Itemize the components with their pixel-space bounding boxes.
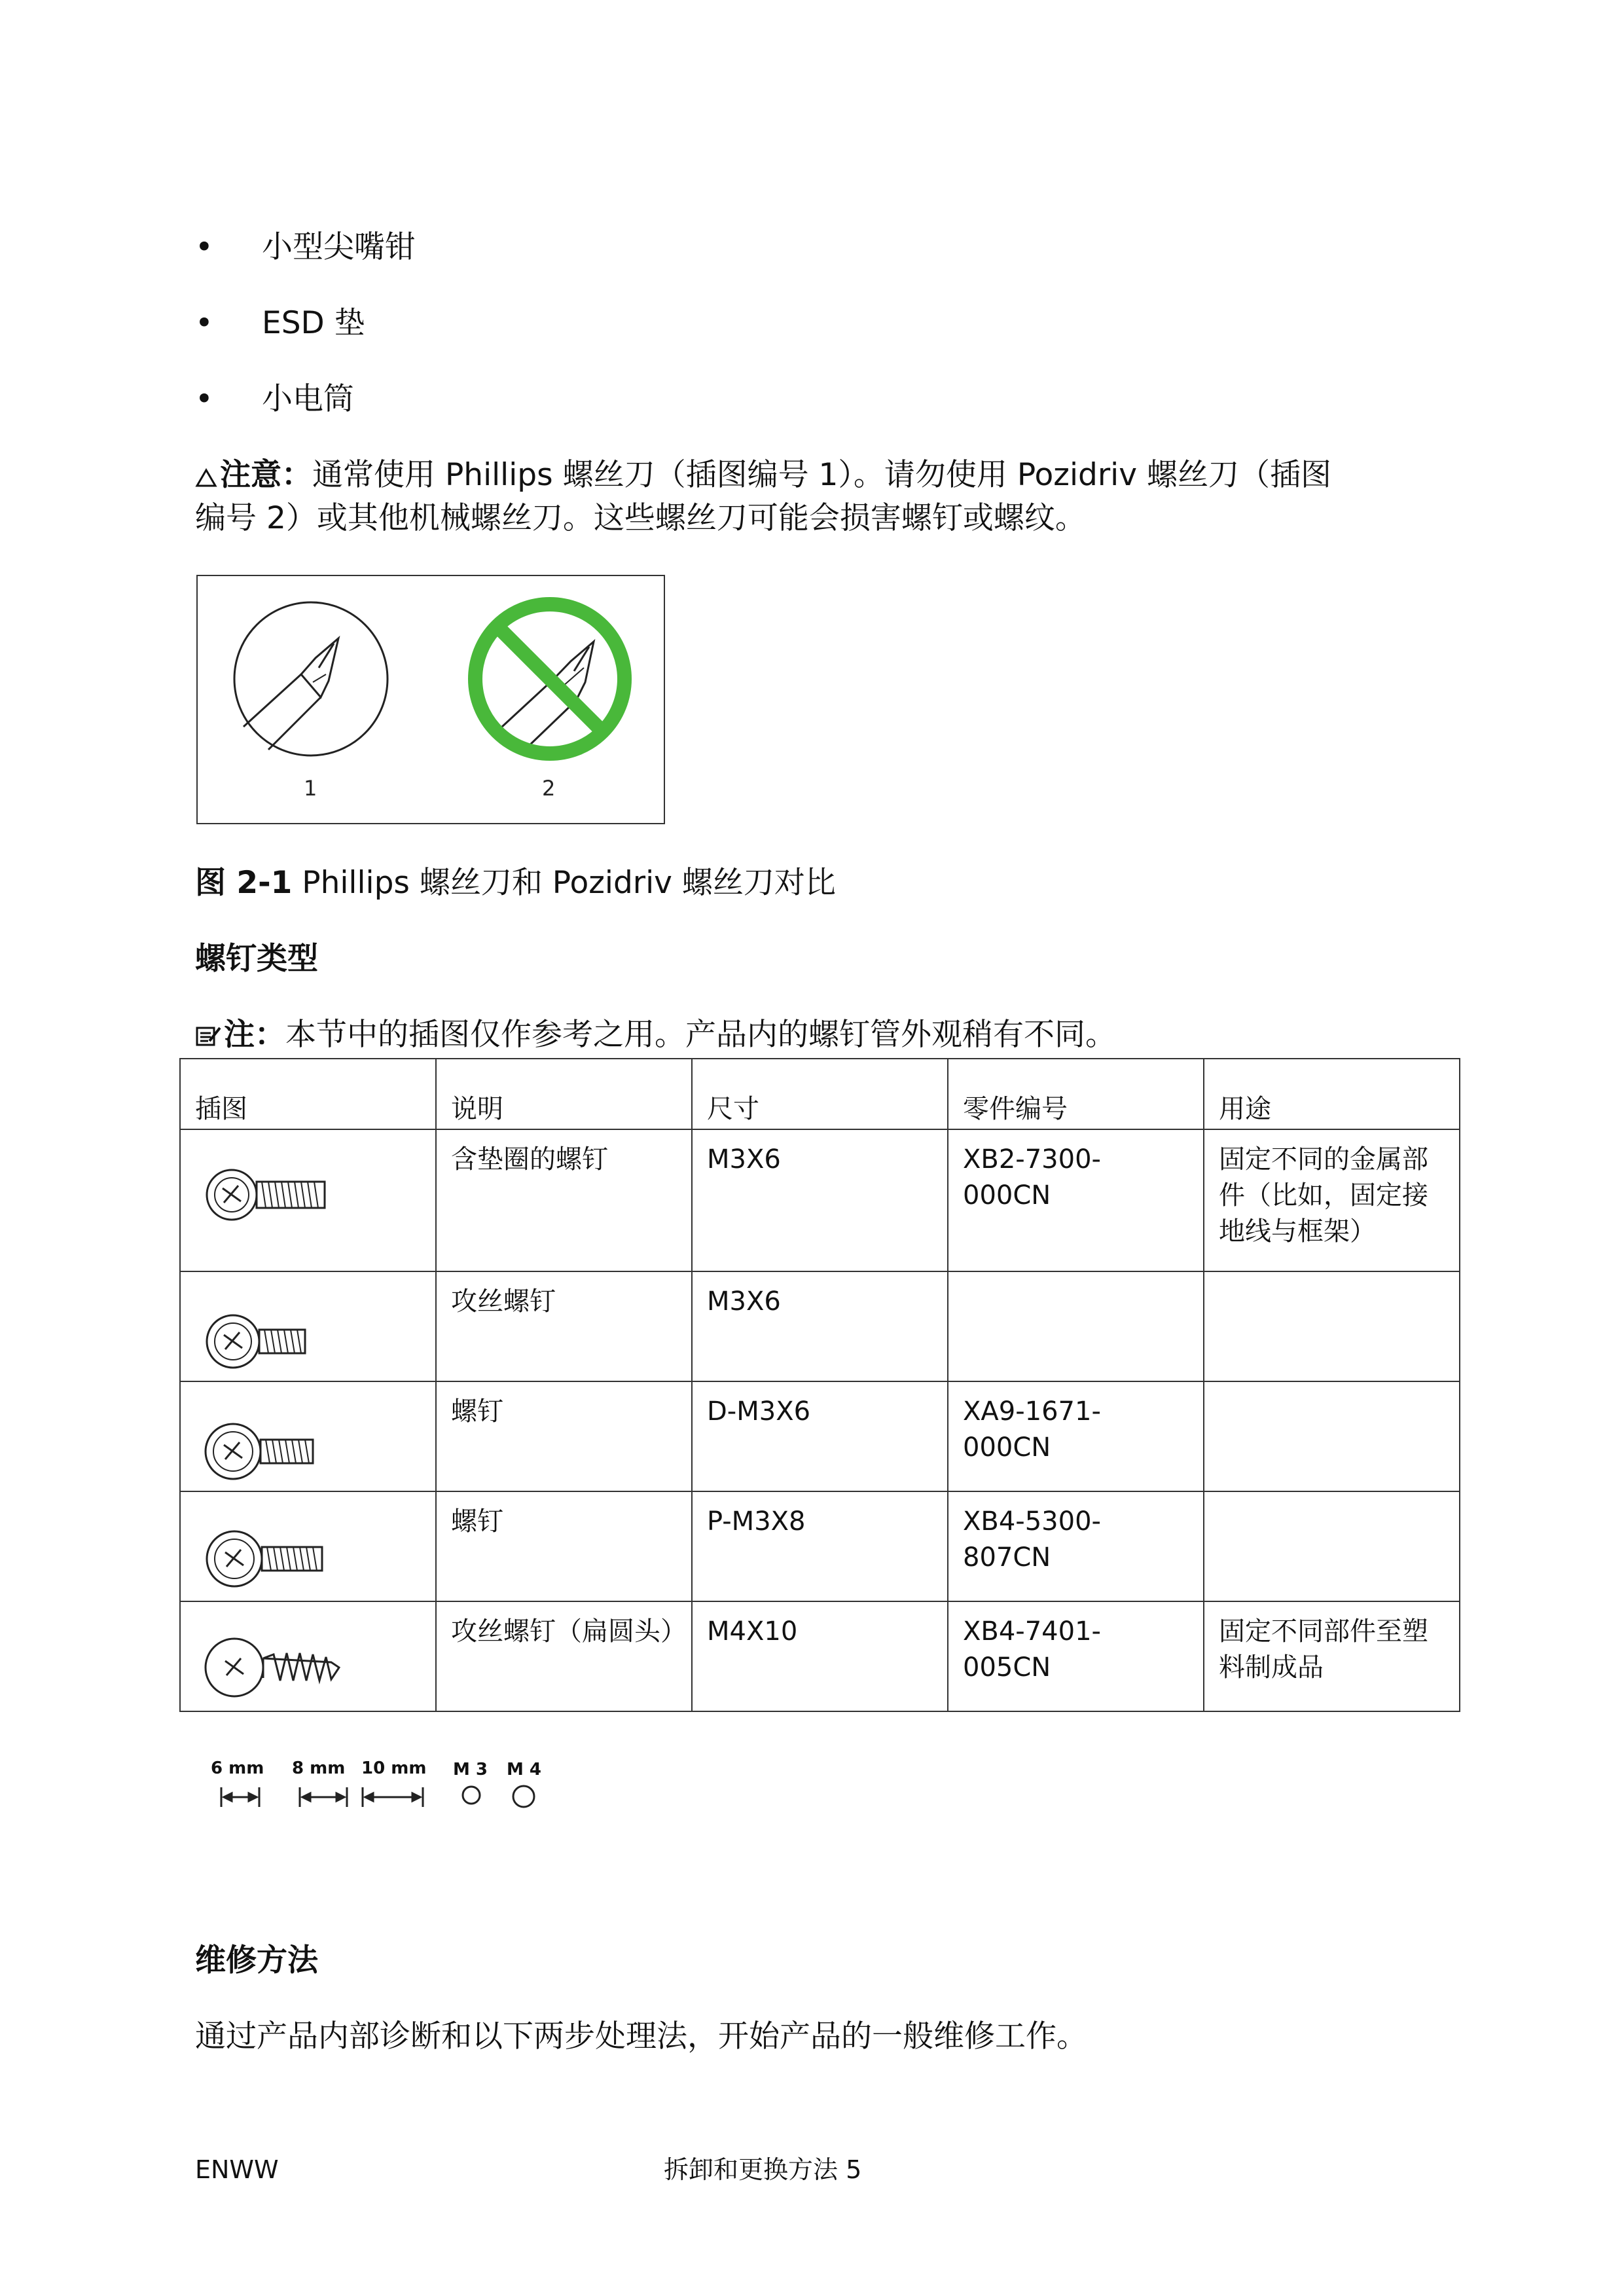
note-icon bbox=[195, 1024, 221, 1048]
size-cell: M3X6 bbox=[692, 1129, 948, 1271]
table-header-cell: 说明 bbox=[436, 1059, 692, 1129]
usage-cell bbox=[1204, 1271, 1460, 1381]
size-cell: D-M3X6 bbox=[692, 1381, 948, 1491]
tapping-screw-icon bbox=[200, 1303, 331, 1376]
description-cell: 螺钉 bbox=[436, 1381, 692, 1491]
size-ruler-graphics bbox=[209, 1782, 550, 1817]
screw-illustration-cell bbox=[180, 1601, 436, 1711]
table-header-cell: 用途 bbox=[1204, 1059, 1460, 1129]
table-header-row bbox=[180, 1059, 1460, 1129]
tool-list-item bbox=[195, 378, 1111, 421]
footer-page-label: 拆卸和更换方法 5 bbox=[664, 2155, 862, 2184]
tool-list-item-text: ESD 垫 bbox=[262, 305, 365, 341]
figure-caption bbox=[195, 862, 836, 905]
figure-caption-label: 图 2-1 bbox=[195, 865, 293, 901]
note-label: 注： bbox=[224, 1017, 285, 1053]
table-row bbox=[180, 1491, 1460, 1601]
legend-m4-label: M 4 bbox=[507, 1760, 542, 1779]
tool-list-item-text: 小电筒 bbox=[262, 381, 354, 417]
size-cell: P-M3X8 bbox=[692, 1491, 948, 1601]
section-heading-screw-types: 螺钉类型 bbox=[195, 941, 318, 977]
tool-list-item bbox=[195, 226, 1111, 269]
description-cell: 攻丝螺钉 bbox=[436, 1271, 692, 1381]
prohibition-icon bbox=[475, 604, 624, 754]
usage-cell bbox=[1204, 1491, 1460, 1601]
table-row bbox=[180, 1601, 1460, 1711]
phillips-screwdriver-icon bbox=[234, 602, 388, 756]
m4-circle-icon bbox=[513, 1786, 534, 1807]
table-row bbox=[180, 1129, 1460, 1271]
table-header-cell: 零件编号 bbox=[948, 1059, 1204, 1129]
screw-illustration-cell bbox=[180, 1271, 436, 1381]
footer-left: ENWW bbox=[195, 2155, 279, 2184]
bullet-icon: • bbox=[195, 381, 213, 417]
bullet-icon: • bbox=[195, 229, 213, 265]
caution-paragraph bbox=[195, 454, 1445, 540]
callout-2: 2 bbox=[542, 776, 556, 801]
part-number-cell bbox=[948, 1271, 1204, 1381]
legend-8mm-label: 8 mm bbox=[292, 1758, 346, 1778]
part-number-cell: XB2-7300-000CN bbox=[948, 1129, 1204, 1271]
screwdriver-figure bbox=[196, 575, 665, 824]
legend-m3-label: M 3 bbox=[453, 1760, 488, 1779]
table-header-cell: 尺寸 bbox=[692, 1059, 948, 1129]
pozidriv-screwdriver-icon bbox=[502, 642, 594, 748]
table-row bbox=[180, 1381, 1460, 1491]
note-text: 本节中的插图仅作参考之用。产品内的螺钉管外观稍有不同。 bbox=[285, 1017, 1116, 1053]
callout-1: 1 bbox=[304, 776, 317, 801]
legend-10mm-label: 10 mm bbox=[361, 1758, 427, 1778]
usage-cell bbox=[1204, 1381, 1460, 1491]
size-cell: M3X6 bbox=[692, 1271, 948, 1381]
caution-label: 注意： bbox=[220, 457, 312, 493]
p-screw-icon bbox=[200, 1518, 331, 1597]
repair-method-text: 通过产品内部诊断和以下两步处理法，开始产品的一般维修工作。 bbox=[195, 2018, 1087, 2054]
tool-list-item bbox=[195, 302, 1111, 345]
m3-circle-icon bbox=[463, 1787, 480, 1804]
part-number-cell: XB4-7401-005CN bbox=[948, 1601, 1204, 1711]
screw-illustration-cell bbox=[180, 1381, 436, 1491]
screw-illustration-cell bbox=[180, 1491, 436, 1601]
part-number-cell: XA9-1671-000CN bbox=[948, 1381, 1204, 1491]
figure-caption-text: Phillips 螺丝刀和 Pozidriv 螺丝刀对比 bbox=[302, 865, 836, 901]
screw-size-legend bbox=[209, 1758, 550, 1817]
screwdriver-comparison-illustration bbox=[198, 576, 664, 823]
warning-triangle-icon bbox=[195, 468, 217, 488]
legend-6mm-label: 6 mm bbox=[211, 1758, 264, 1778]
description-cell: 含垫圈的螺钉 bbox=[436, 1129, 692, 1271]
description-cell: 攻丝螺钉（扁圆头） bbox=[436, 1601, 692, 1711]
d-screw-icon bbox=[200, 1410, 331, 1488]
size-cell: M4X10 bbox=[692, 1601, 948, 1711]
table-row bbox=[180, 1271, 1460, 1381]
washer-screw-icon bbox=[200, 1166, 331, 1231]
screw-types-table bbox=[179, 1058, 1460, 1712]
pan-head-tapping-screw-icon bbox=[200, 1628, 351, 1707]
usage-cell: 固定不同部件至塑料制成品 bbox=[1204, 1601, 1460, 1711]
note-line bbox=[195, 1013, 1116, 1057]
section-heading-repair-method: 维修方法 bbox=[195, 1942, 318, 1978]
description-cell: 螺钉 bbox=[436, 1491, 692, 1601]
caution-text-line2: 编号 2）或其他机械螺丝刀。这些螺丝刀可能会损害螺钉或螺纹。 bbox=[195, 500, 1086, 536]
usage-cell: 固定不同的金属部件（比如，固定接地线与框架） bbox=[1204, 1129, 1460, 1271]
screw-illustration-cell bbox=[180, 1129, 436, 1271]
bullet-icon: • bbox=[195, 305, 213, 341]
table-header-cell: 插图 bbox=[180, 1059, 436, 1129]
part-number-cell: XB4-5300-807CN bbox=[948, 1491, 1204, 1601]
caution-text-line1: 通常使用 Phillips 螺丝刀（插图编号 1）。请勿使用 Pozidriv 螺丝刀（插图 bbox=[312, 457, 1331, 493]
tool-list-item-text: 小型尖嘴钳 bbox=[262, 229, 416, 265]
